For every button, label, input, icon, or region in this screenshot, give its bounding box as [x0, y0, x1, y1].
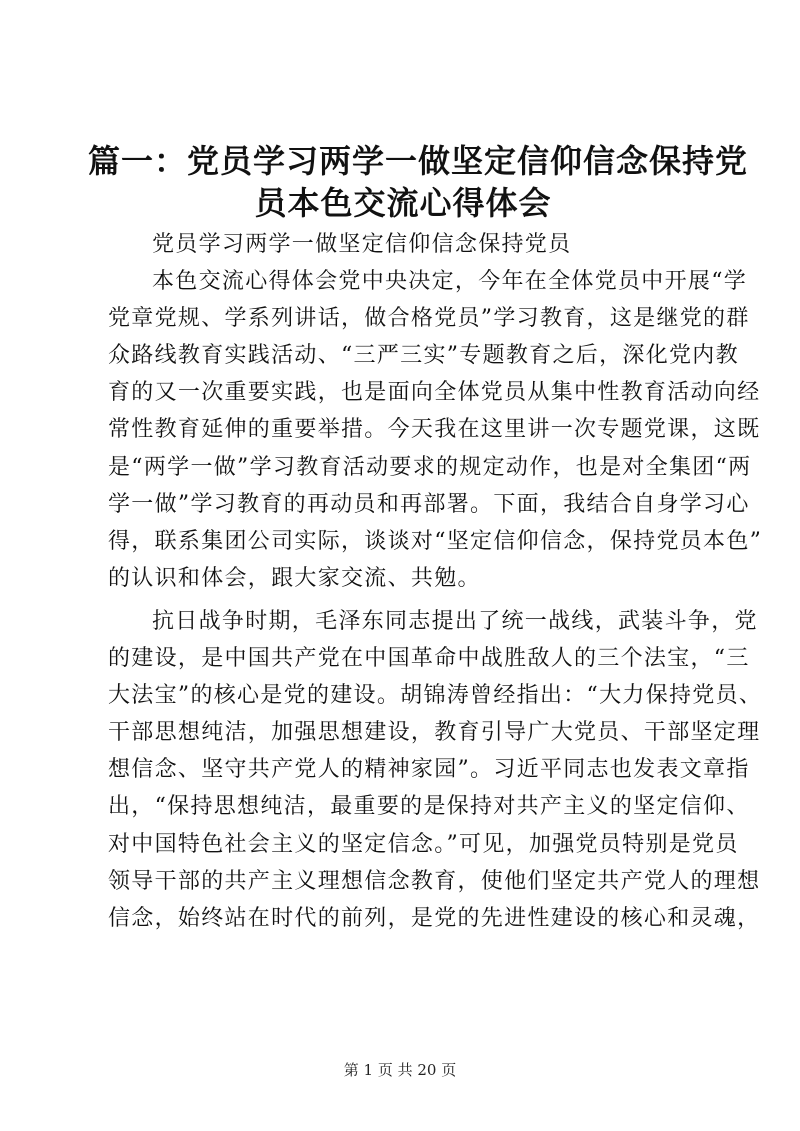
text-line: 众路线教育实践活动、“三严三实”专题教育之后，深化党内教 [108, 343, 739, 369]
text-line: 的建设，是中国共产党在中国革命中战胜敌人的三个法宝，“三 [108, 646, 750, 672]
text-line: 得，联系集团公司实际，谈谈对“坚定信仰信念，保持党员本色” [108, 528, 763, 554]
text-line: 学一做”学习教育的再动员和再部署。下面，我结合自身学习心 [108, 491, 750, 517]
page-footer: 第 1 页 共 20 页 [343, 1061, 457, 1079]
title-line-2: 员本色交流心得体会 [254, 184, 552, 222]
text-line: 本色交流心得体会党中央决定，今年在全体党员中开展“学 [152, 269, 748, 295]
paragraph-2 [108, 263, 763, 597]
text-line: 党章党规、学系列讲话，做合格党员”学习教育，这是继党的群 [108, 306, 750, 332]
paragraph-3 [108, 603, 763, 937]
text-line: 育的又一次重要实践，也是面向全体党员从集中性教育活动向经 [108, 380, 761, 406]
text-line: 大法宝”的核心是党的建设。胡锦涛曾经指出：“大力保持党员、 [108, 683, 763, 709]
text-line: 是“两学一做”学习教育活动要求的规定动作，也是对全集团“两 [108, 454, 752, 480]
document-body [108, 226, 763, 937]
text-line: 想信念、坚守共产党人的精神家园”。习近平同志也发表文章指 [108, 757, 750, 783]
text-line: 信念，始终站在时代的前列，是党的先进性建设的核心和灵魂， [108, 905, 761, 931]
text-line: 党员学习两学一做坚定信仰信念保持党员 [152, 232, 572, 257]
text-line: 干部思想纯洁，加强思想建设，教育引导广大党员、干部坚定理 [108, 720, 761, 746]
paragraph-1 [108, 226, 712, 263]
text-line: 对中国特色社会主义的坚定信念。”可见，加强党员特别是党员 [108, 831, 739, 857]
text-line: 常性教育延伸的重要举措。今天我在这里讲一次专题党课，这既 [108, 417, 761, 443]
text-line: 领导干部的共产主义理想信念教育，使他们坚定共产党人的理想 [108, 868, 761, 894]
document-title [88, 140, 749, 224]
text-line: 出，“保持思想纯洁，最重要的是保持对共产主义的坚定信仰、 [108, 794, 750, 820]
text-line: 的认识和体会，跟大家交流、共勉。 [108, 565, 481, 591]
text-line: 抗日战争时期，毛泽东同志提出了统一战线，武装斗争，党 [152, 608, 758, 634]
title-line-1: 篇一：党员学习两学一做坚定信仰信念保持党 [88, 142, 749, 180]
